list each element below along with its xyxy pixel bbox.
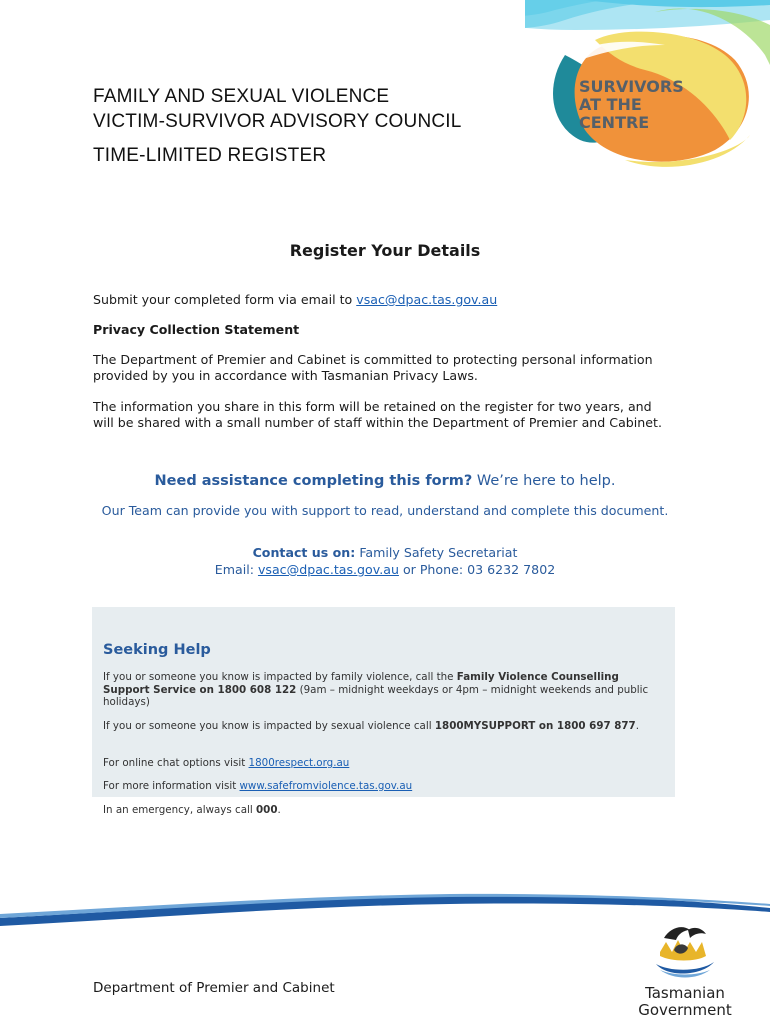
chat-link[interactable]: 1800respect.org.au xyxy=(248,757,350,769)
emergency-post: . xyxy=(277,804,281,816)
assistance-question-bold: Need assistance completing this form? xyxy=(154,473,473,489)
tasmanian-government-logo xyxy=(630,920,740,1020)
email-label: Email: xyxy=(214,562,258,577)
privacy-heading: Privacy Collection Statement xyxy=(93,322,300,337)
privacy-paragraph-1: The Department of Premier and Cabinet is committed to protecting personal information provided by you in accordance with Tasmanian Privacy Laws. xyxy=(93,352,653,383)
contact-rest: Family Safety Secretariat xyxy=(355,545,518,560)
family-violence-info xyxy=(103,671,663,709)
contact-bold: Contact us on: xyxy=(252,545,356,560)
fv-bold: Family Violence Counselling Support Service on 1800 608 122 xyxy=(103,671,619,696)
logo-line2: AT THE xyxy=(579,95,642,114)
contact-email-phone xyxy=(80,562,690,577)
fv-pre: If you or someone you know is impacted by family violence, call the xyxy=(103,671,457,683)
submit-text: Submit your completed form via email to xyxy=(93,292,357,307)
chat-pre: For online chat options visit xyxy=(103,757,249,769)
info-pre: For more information visit xyxy=(103,780,240,792)
gov-line2: Government xyxy=(638,1001,732,1019)
privacy-paragraph-2: The information you share in this form will be retained on the register for two years, and will be shared with a small number of staff within the Department of Premier and Cabinet. xyxy=(93,399,662,430)
emergency-pre: In an emergency, always call xyxy=(103,804,256,816)
emergency-bold: 000 xyxy=(256,804,278,816)
logo-line3: CENTRE xyxy=(579,113,650,132)
gov-line1: Tasmanian xyxy=(645,984,725,1002)
seeking-help-heading: Seeking Help xyxy=(103,642,211,658)
sv-bold: 1800MYSUPPORT on 1800 697 877 xyxy=(434,720,636,732)
sv-pre: If you or someone you know is impacted by sexual violence call xyxy=(103,720,435,732)
emergency-info xyxy=(103,804,663,817)
title-line2: VICTIM-SURVIVOR ADVISORY COUNCIL xyxy=(93,111,462,132)
logo-line1: SURVIVORS xyxy=(579,77,684,96)
submit-email-link[interactable]: vsac@dpac.tas.gov.au xyxy=(356,292,498,307)
fv-post: (9am – midnight weekdays or 4pm – midnight weekends and public holidays) xyxy=(103,683,649,708)
support-text: Our Team can provide you with support to read, understand and complete this document. xyxy=(101,503,669,518)
register-heading: Register Your Details xyxy=(289,241,481,260)
assistance-question xyxy=(80,473,690,489)
sv-post: . xyxy=(635,720,640,732)
contact-line xyxy=(80,545,690,560)
online-chat-info xyxy=(103,757,663,770)
more-info xyxy=(103,780,663,793)
title-line1: FAMILY AND SEXUAL VIOLENCE xyxy=(93,86,390,107)
sexual-violence-info xyxy=(103,720,663,733)
phone-text: or Phone: 03 6232 7802 xyxy=(398,562,556,577)
footer-department: Department of Premier and Cabinet xyxy=(93,980,335,996)
survivors-at-the-centre-logo xyxy=(525,0,770,175)
submit-instruction xyxy=(93,292,673,308)
contact-email-link[interactable]: vsac@dpac.tas.gov.au xyxy=(257,562,399,577)
assistance-question-rest: We’re here to help. xyxy=(472,473,616,489)
info-link[interactable]: www.safefromviolence.tas.gov.au xyxy=(239,780,413,792)
register-subtitle: TIME-LIMITED REGISTER xyxy=(93,145,327,166)
